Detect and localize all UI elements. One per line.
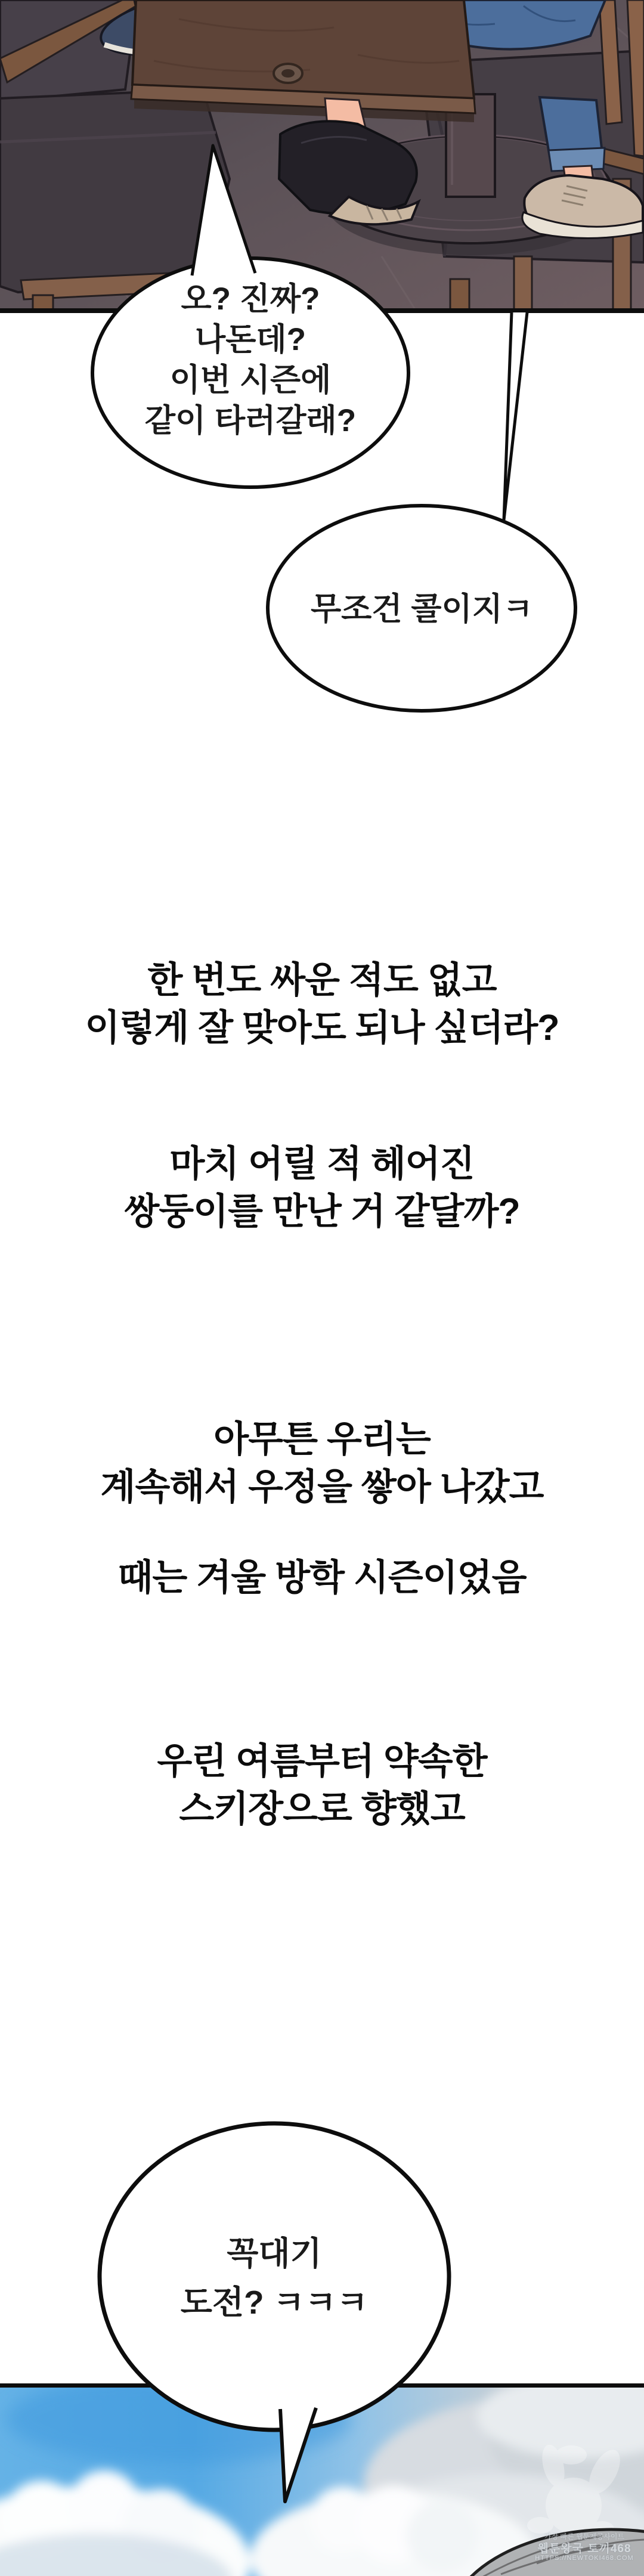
narration-line: 때는 겨울 방학 시즌이었음 — [117, 1557, 527, 1597]
watermark-site-url: HTTPS://NEWTOKI468.COM — [535, 2555, 634, 2562]
narration-block-2 — [0, 1140, 644, 1235]
bubble2-tail — [504, 312, 527, 520]
narration-block-4 — [0, 1553, 644, 1601]
narration-block-1 — [0, 956, 644, 1051]
bubble1-line: 이번 시즌에 — [169, 363, 332, 398]
bubble3-text — [95, 2229, 453, 2327]
narration-line: 쌍둥이를 만난 거 같달까? — [124, 1191, 520, 1231]
narration-line: 계속해서 우정을 쌓아 나갔고 — [100, 1466, 544, 1507]
narration-line: 마치 어릴 적 헤어진 — [169, 1143, 475, 1184]
bubble3-tail — [280, 2408, 316, 2501]
bubble2-line: 무조건 콜이지ㅋ — [310, 592, 534, 627]
narration-line: 우린 여름부터 약속한 — [157, 1741, 487, 1781]
bubble2-text — [271, 589, 572, 630]
speech-bubble-2 — [256, 298, 596, 716]
watermark-site-slogan: 가장 빠른 웹툰제공사이트 — [544, 2532, 625, 2541]
watermark-site-name: 웹툰왕국 토끼468 — [537, 2543, 631, 2555]
bubble1-line: 같이 타러갈래? — [144, 403, 357, 438]
bubble1-tail — [192, 145, 255, 275]
bubble1-line: 나돈데? — [195, 322, 306, 357]
narration-line: 한 번도 싸운 적도 없고 — [147, 959, 497, 1000]
narration-line: 스키장으로 향했고 — [179, 1788, 465, 1829]
table-knot-center — [281, 69, 295, 78]
narration-line: 아무튼 우리는 — [213, 1419, 431, 1459]
bubble3-line: 꼭대기 — [227, 2235, 322, 2272]
bubble1-line: 오? 진짜? — [181, 281, 320, 317]
narration-block-5 — [0, 1737, 644, 1832]
table-top — [132, 0, 474, 98]
narration-block-3 — [0, 1415, 644, 1510]
narration-line: 이렇게 잘 맞아도 되나 싶더라? — [85, 1007, 559, 1048]
bubble3-line: 도전? ㅋㅋㅋ — [180, 2284, 369, 2321]
